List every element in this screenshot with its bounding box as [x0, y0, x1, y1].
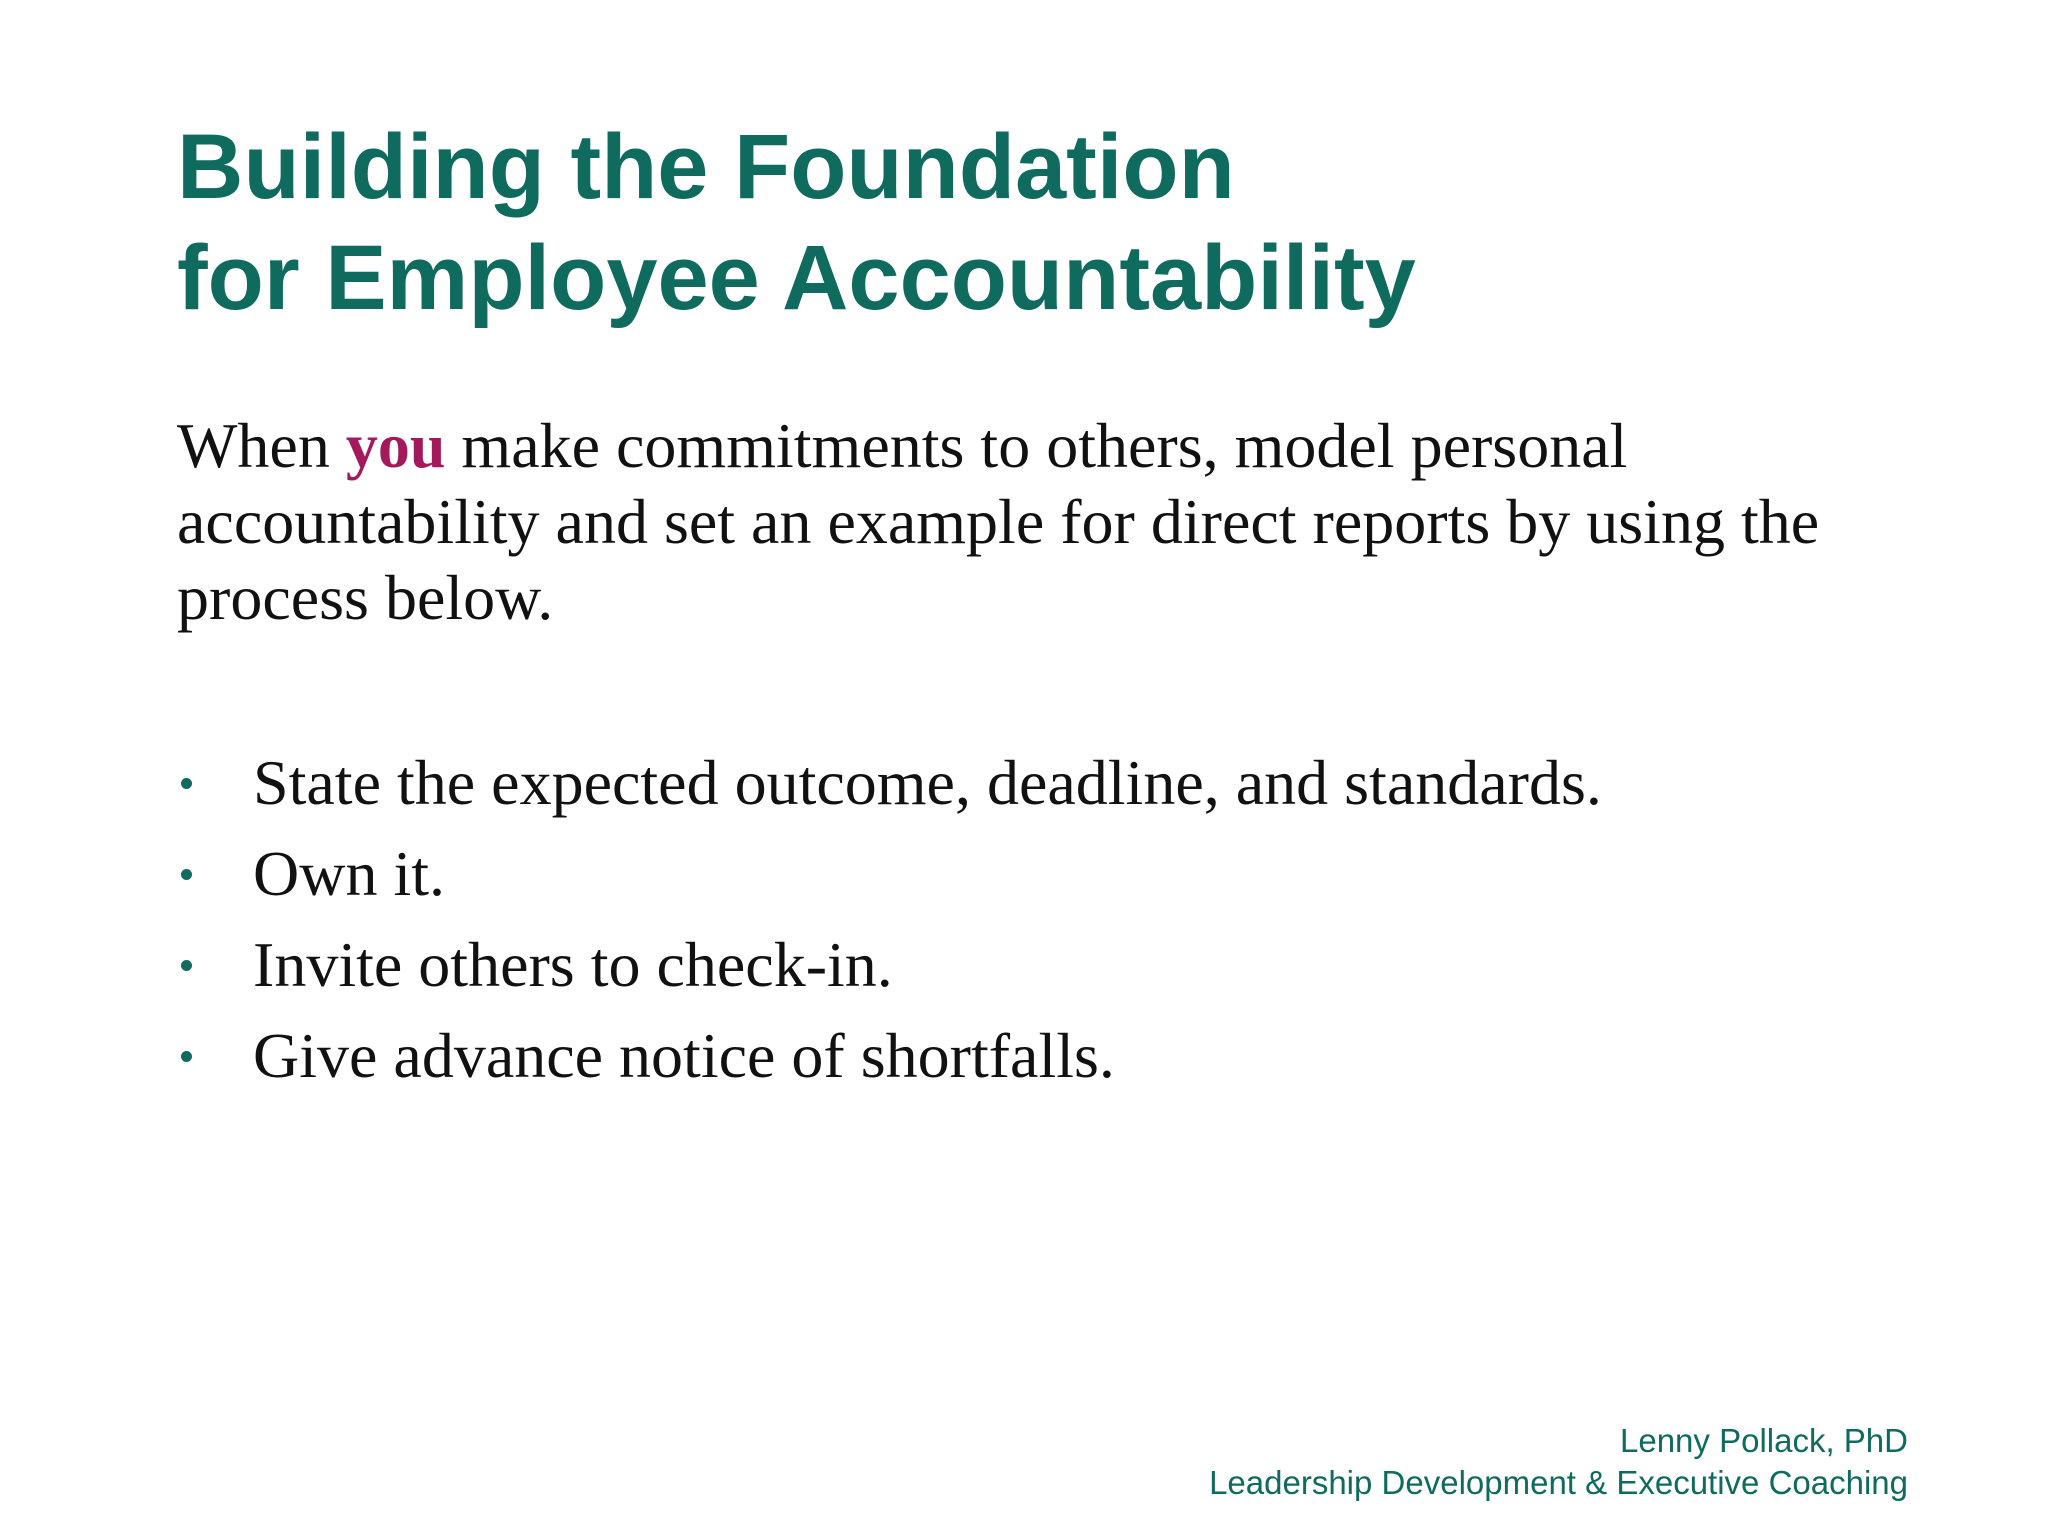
footer-author-name: Lenny Pollack, PhD: [1620, 1422, 1908, 1459]
list-item-text: State the expected outcome, deadline, and standards.: [253, 747, 1602, 818]
list-item: [177, 919, 1602, 1010]
intro-text-before: When: [177, 410, 346, 481]
slide-title-line-1: Building the Foundation: [177, 116, 1235, 218]
list-item-text: Give advance notice of shortfalls.: [253, 1020, 1115, 1091]
intro-paragraph: [177, 408, 1897, 636]
bullet-dot-icon: [181, 778, 192, 789]
footer-tagline: Leadership Development & Executive Coaching: [1209, 1464, 1908, 1501]
list-item-text: Invite others to check-in.: [253, 929, 893, 1000]
bullet-dot-icon: [181, 869, 192, 880]
bullet-dot-icon: [181, 960, 192, 971]
list-item-text: Own it.: [253, 838, 445, 909]
slide-title: [177, 112, 1416, 334]
slide-footer: [1209, 1420, 1908, 1504]
list-item: [177, 1010, 1602, 1101]
slide-title-line-2: for Employee Accountability: [177, 227, 1416, 329]
intro-emphasis: you: [345, 410, 446, 481]
list-item: [177, 737, 1602, 828]
bullet-dot-icon: [181, 1051, 192, 1062]
intro-text-after: make commitments to others, model personal accountability and set an example for direct reports by using the process below.: [177, 410, 1820, 633]
list-item: [177, 828, 1602, 919]
bullet-list: [177, 737, 1602, 1101]
